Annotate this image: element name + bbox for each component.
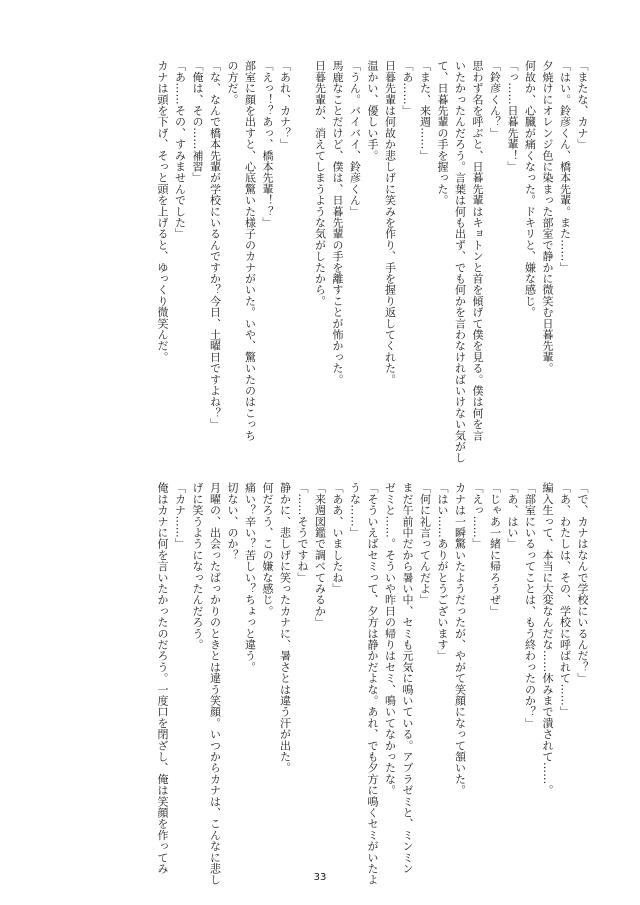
- text-line: 俺はカナに何を言いたかったのだろう。一度口を閉ざし、俺は笑顔を作ってみ: [156, 482, 169, 874]
- text-line: ゼミと……。そういや昨日の帰りはセミ、鳴いてなかったな。: [383, 482, 397, 796]
- text-line: 馬鹿なことだけど、僕は、日暮先輩の手を離すことが怖かった。: [331, 60, 344, 385]
- text-line: カナは一瞬驚いたようだったが、やがて笑顔になって頷いた。: [453, 482, 467, 796]
- text-line: 「で、カナはなんで学校にいるんだ？」: [576, 482, 589, 684]
- text-line: 「何に礼言ってんだよ」: [418, 482, 432, 606]
- text-line: 「……そうですね」: [296, 482, 309, 583]
- text-line: 「部室にいるってことは、もう終わったのか？」: [523, 482, 537, 729]
- text-line: 「鈴彦くん？」: [488, 60, 502, 139]
- text-line: の方だ。: [226, 60, 239, 105]
- text-line: 「そういえばセミって、夕方は静かだよな。あれ、でも夕方に鳴くセミがいたよ: [366, 482, 379, 886]
- text-line: 「また、来週……」: [418, 60, 432, 161]
- text-line: 痛い？辛い？苦しい？ちょっと違う。: [243, 482, 257, 673]
- text-line: 「あ、わたしは、その、学校に呼ばれて……」: [558, 482, 572, 718]
- text-line: 「ああ、いましたね」: [331, 482, 344, 594]
- text-line: 何だろう、この嫌な感じ。: [261, 482, 274, 617]
- text-line: 編入生って、本当に大変なんだな……休みまで潰されて……。: [541, 482, 554, 796]
- text-line: 「あれ、カナ？」: [278, 60, 292, 150]
- text-line: 「えっ！？あっ、橋本先輩！？」: [261, 60, 274, 228]
- text-line: て、日暮先輩の手を握った。: [436, 60, 449, 206]
- text-line: 月曜の、出会ったばっかりのときとは違う笑顔。いつからカナは、こんなに悲し: [208, 482, 222, 886]
- text-line: 何故か、心臓が痛くなった。ドキリと、嫌な感じ。: [523, 60, 537, 318]
- text-line: 「またな、カナ」: [576, 60, 589, 150]
- text-line: 「あ、はい」: [506, 482, 519, 550]
- text-line: いたかったんだろう。言葉は何も出ず、でも何かを言わなければいけない気がし: [453, 60, 467, 464]
- text-line: うな……」: [348, 482, 362, 538]
- text-line: 日暮先輩が、消えてしまうような気がしたから。: [313, 60, 327, 307]
- text-line: 「えっ……」: [471, 482, 484, 550]
- text-line: 「じゃあ一緒に帰ろうぜ」: [488, 482, 502, 617]
- page-number: 33: [313, 872, 327, 883]
- text-line: 切ない、のか？: [226, 482, 239, 561]
- text-line: 「来週図鑑で調べてみるか」: [313, 482, 327, 628]
- text-line: 「はい……ありがとうございます」: [436, 482, 449, 662]
- text-line: 日暮先輩は何故か悲しげに笑みを作り、手を握り返してくれた。: [383, 60, 397, 385]
- text-line: [297, 60, 308, 455]
- text-line: まだ午前中だから暑い中、セミも元気に鳴いている。アブラゼミと、ミンミン: [401, 482, 414, 874]
- text-line: 「あ……その、すみませんでした」: [173, 60, 187, 240]
- text-line: げに笑うようになったんだろう。: [191, 482, 204, 650]
- text-line: 静かに、悲しげに笑ったカナに、暑さとは違う汗が出た。: [278, 482, 292, 774]
- text-line: 「はい。鈴彦くん、橋本先輩。また……」: [558, 60, 572, 273]
- text-line: 「うん。バイバイ、鈴彦くん」: [348, 60, 362, 217]
- text-line: 部室に顔を出すと、心底驚いた様子のカナがいた。いや、驚いたのはこっち: [243, 60, 257, 441]
- text-line: 「あ……」: [401, 60, 414, 116]
- text-line: 「カナ……」: [173, 482, 187, 550]
- text-line: 温かい、優しい手。: [366, 60, 379, 161]
- text-line: 「っ……日暮先輩！」: [506, 60, 519, 172]
- text-line: カナは頭を下げ、そっと頭を上げると、ゆっくり微笑んだ。: [156, 60, 169, 363]
- text-line: 「な、なんで橋本先輩が学校にいるんですか？今日、土曜日ですよね？」: [208, 60, 222, 430]
- text-line: 夕焼けにオレンジ色に染まった部室で静かに微笑む日暮先輩。: [541, 60, 554, 374]
- upper-text-block: [48, 60, 589, 464]
- text-line: 「俺は、その……補習」: [191, 60, 204, 184]
- text-line: 思わず名を呼ぶと、日暮先輩はキョトンと首を傾げて僕を見る。僕は何を言: [471, 60, 484, 441]
